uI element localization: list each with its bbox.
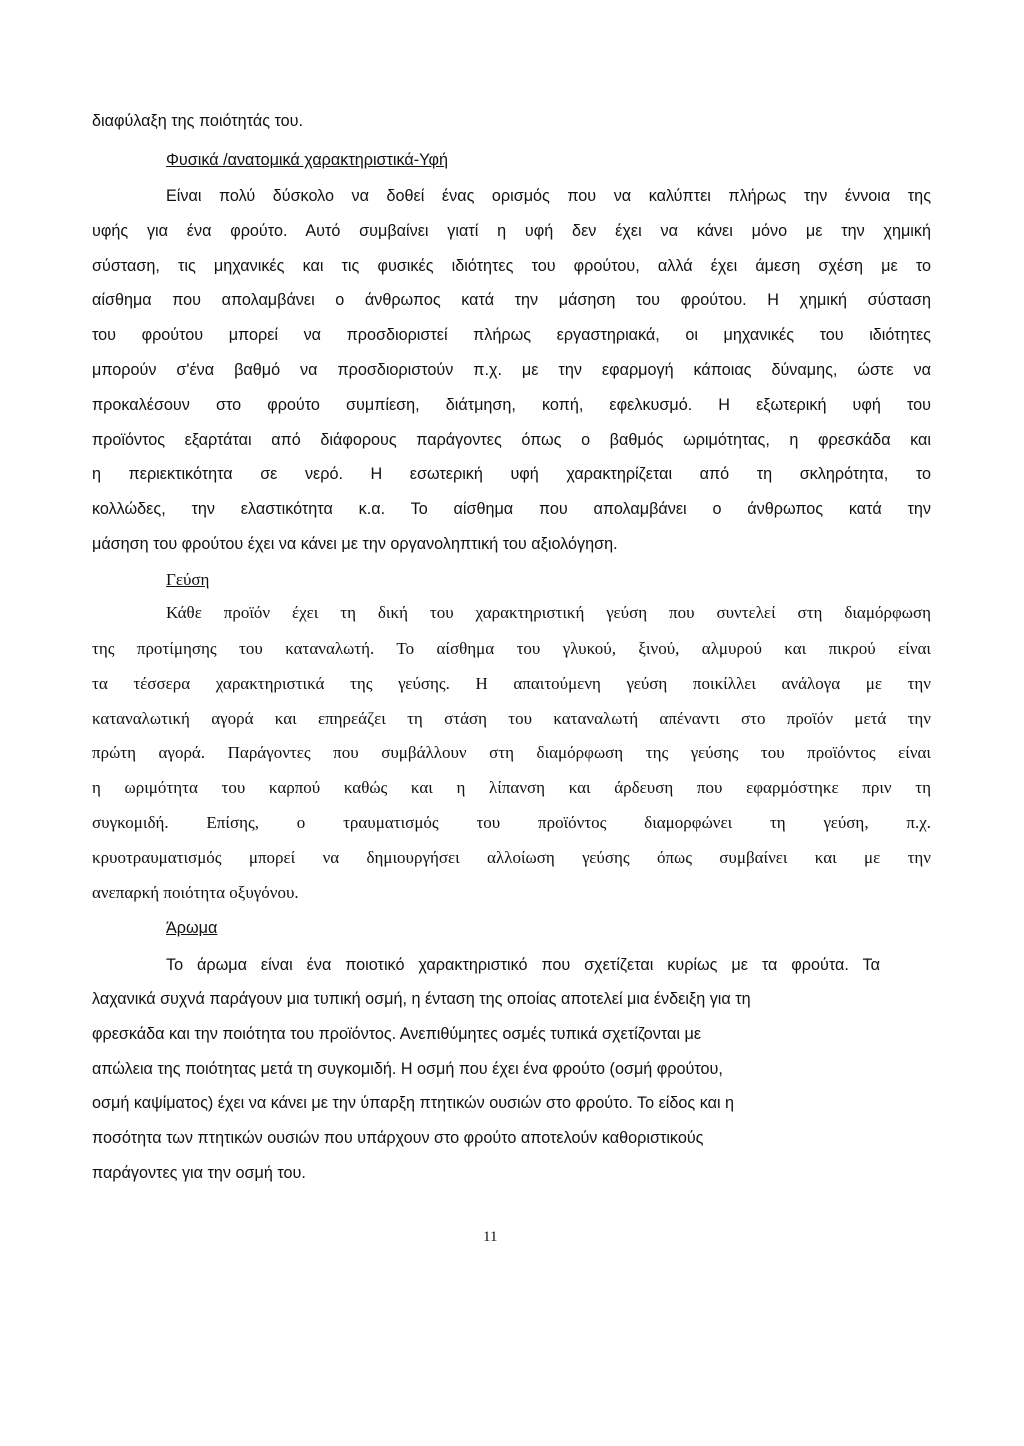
text-line: πρώτη αγορά. Παράγοντες που συμβάλλουν στη διαμόρφωση της γεύσης του προϊόντος είναι (92, 743, 931, 762)
text-line: η ωριμότητα του καρπού καθώς και η λίπανση και άρδευση που εφαρμόστηκε πριν τη (92, 778, 931, 797)
text-line: λαχανικά συχνά παράγουν μια τυπική οσμή, η ένταση της οποίας αποτελεί μια ένδειξη για τη (92, 990, 751, 1008)
text-line: διαφύλαξη της ποιότητάς του. (92, 112, 304, 130)
text-line: σύσταση, τις μηχανικές και τις φυσικές ιδιότητες του φρούτου, αλλά έχει άμεση σχέση με το (92, 257, 931, 275)
text-line: μάσηση του φρούτου έχει να κάνει με την οργανοληπτική του αξιολόγηση. (92, 535, 618, 553)
page-number: 11 (483, 1229, 498, 1245)
text-line: καταναλωτική αγορά και επηρεάζει τη στάση του καταναλωτή απέναντι στο προϊόν μετά την (92, 709, 931, 728)
text-line: παράγοντες για την οσμή του. (92, 1164, 306, 1182)
text-line: Το άρωμα είναι ένα ποιοτικό χαρακτηριστικό που σχετίζεται κυρίως με τα φρούτα. Τα (166, 956, 880, 974)
text-line: η περιεκτικότητα σε νερό. Η εσωτερική υφή χαρακτηρίζεται από τη σκληρότητα, το (92, 465, 931, 483)
text-line: κρυοτραυματισμός μπορεί να δημιουργήσει αλλοίωση γεύσης όπως συμβαίνει και με την (92, 848, 931, 867)
text-line: ανεπαρκή ποιότητα οξυγόνου. (92, 883, 299, 902)
text-line: τα τέσσερα χαρακτηριστικά της γεύσης. Η απαιτούμενη γεύση ποικίλλει ανάλογα με την (92, 674, 931, 693)
text-line: μπορούν σ'ένα βαθμό να προσδιοριστούν π.χ. με την εφαρμογή κάποιας δύναμης, ώστε να (92, 361, 931, 379)
text-line: Κάθε προϊόν έχει τη δική του χαρακτηριστική γεύση που συντελεί στη διαμόρφωση (166, 603, 931, 622)
text-line: αίσθημα που απολαμβάνει ο άνθρωπος κατά την μάσηση του φρούτου. Η χημική σύσταση (92, 291, 931, 309)
text-line: ποσότητα των πτητικών ουσιών που υπάρχουν στο φρούτο αποτελούν καθοριστικούς (92, 1129, 704, 1147)
text-line: της προτίμησης του καταναλωτή. Το αίσθημα του γλυκού, ξινού, αλμυρού και πικρού είναι (92, 639, 931, 658)
text-line: οσμή καψίματος) έχει να κάνει με την ύπαρξη πτητικών ουσιών στο φρούτο. Το είδος και η (92, 1094, 735, 1112)
text-line: Είναι πολύ δύσκολο να δοθεί ένας ορισμός που να καλύπτει πλήρως την έννοια της (166, 187, 931, 205)
section-heading-aroma: Άρωμα (166, 919, 218, 937)
text-line: κολλώδες, την ελαστικότητα κ.α. Το αίσθημα που απολαμβάνει ο άνθρωπος κατά την (92, 500, 931, 518)
text-line: υφής για ένα φρούτο. Αυτό συμβαίνει γιατί η υφή δεν έχει να κάνει μόνο με την χημική (92, 222, 931, 240)
text-line: προκαλέσουν στο φρούτο συμπίεση, διάτμηση, κοπή, εφελκυσμό. Η εξωτερική υφή του (92, 396, 931, 414)
text-line: φρεσκάδα και την ποιότητα του προϊόντος. Ανεπιθύμητες οσμές τυπικά σχετίζονται με (92, 1025, 702, 1043)
text-line: προϊόντος εξαρτάται από διάφορους παράγοντες όπως ο βαθμός ωριμότητας, η φρεσκάδα και (92, 431, 931, 449)
section-heading-taste: Γεύση (166, 570, 210, 589)
text-line: απώλεια της ποιότητας μετά τη συγκομιδή. Η οσμή που έχει ένα φρούτο (οσμή φρούτου, (92, 1060, 723, 1078)
section-heading-texture: Φυσικά /ανατομικά χαρακτηριστικά-Υφή (166, 151, 448, 169)
text-line: του φρούτου μπορεί να προσδιοριστεί πλήρως εργαστηριακά, οι μηχανικές του ιδιότητες (92, 326, 931, 344)
text-line: συγκομιδή. Επίσης, ο τραυματισμός του προϊόντος διαμορφώνει τη γεύση, π.χ. (92, 813, 931, 832)
